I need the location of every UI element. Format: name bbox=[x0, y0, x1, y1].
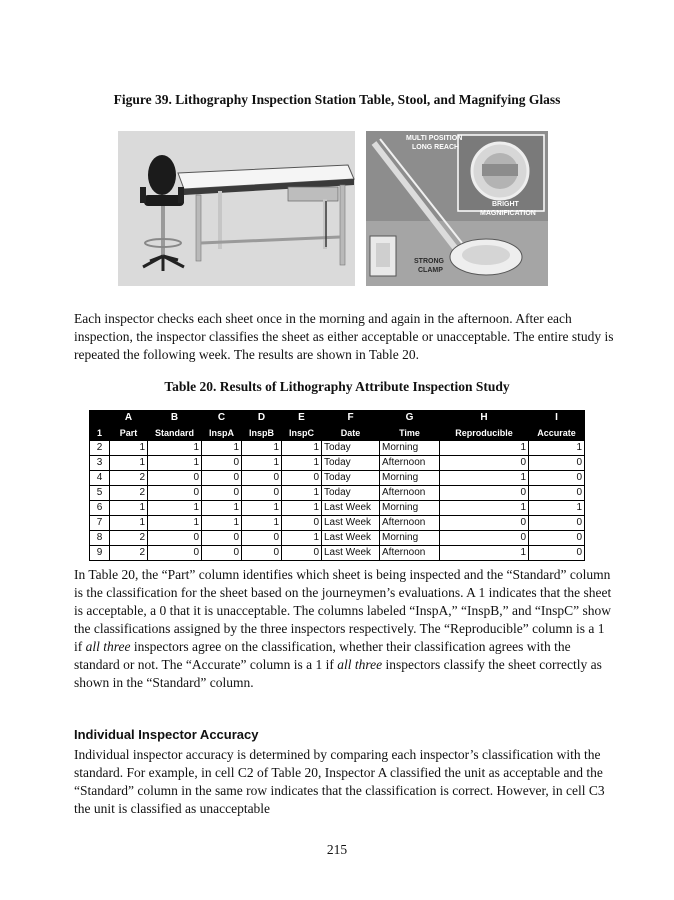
accurate-cell: 0 bbox=[529, 516, 585, 531]
inspb-cell: 0 bbox=[242, 531, 282, 546]
inspc-cell: 1 bbox=[282, 456, 322, 471]
reproducible-cell: 1 bbox=[440, 546, 529, 561]
reproducible-cell: 0 bbox=[440, 486, 529, 501]
time-cell: Morning bbox=[380, 531, 440, 546]
date-cell: Last Week bbox=[322, 531, 380, 546]
section-heading: Individual Inspector Accuracy bbox=[74, 727, 259, 742]
reproducible-cell: 1 bbox=[440, 471, 529, 486]
section-paragraph: Individual inspector accuracy is determined by comparing each inspector’s classification with the standard. For example, in cell C2 of Table 20, Inspector A classified the unit as acceptable and the “Standard” column in the same row indicates that the classification is correct. However, in cell C3 the unit is classified as unacceptable bbox=[74, 747, 605, 816]
table-row bbox=[90, 486, 585, 501]
row-number: 7 bbox=[90, 516, 110, 531]
column-letter: I bbox=[529, 411, 585, 426]
date-cell: Last Week bbox=[322, 516, 380, 531]
column-header-row bbox=[90, 426, 585, 441]
inspb-cell: 0 bbox=[242, 471, 282, 486]
reproducible-cell: 0 bbox=[440, 456, 529, 471]
date-cell: Last Week bbox=[322, 501, 380, 516]
standard-cell: 1 bbox=[148, 441, 202, 456]
long-reach-label: LONG REACH bbox=[412, 144, 460, 151]
inspb-cell: 1 bbox=[242, 456, 282, 471]
magnifying-glass-photo bbox=[366, 131, 548, 286]
inspa-cell: 1 bbox=[202, 516, 242, 531]
accurate-cell: 0 bbox=[529, 546, 585, 561]
column-letter-row bbox=[90, 411, 585, 426]
column-header: Part bbox=[110, 426, 148, 441]
part-cell: 2 bbox=[110, 531, 148, 546]
accurate-cell: 0 bbox=[529, 456, 585, 471]
row-number: 5 bbox=[90, 486, 110, 501]
column-letter: A bbox=[110, 411, 148, 426]
strong-label: STRONG bbox=[414, 258, 444, 265]
inspc-cell: 0 bbox=[282, 471, 322, 486]
standard-cell: 1 bbox=[148, 516, 202, 531]
magnification-label: MAGNIFICATION bbox=[480, 210, 536, 217]
date-cell: Today bbox=[322, 471, 380, 486]
row-number: 9 bbox=[90, 546, 110, 561]
row-number: 2 bbox=[90, 441, 110, 456]
column-letter: E bbox=[282, 411, 322, 426]
column-letter: D bbox=[242, 411, 282, 426]
table-row bbox=[90, 531, 585, 546]
column-header: Date bbox=[322, 426, 380, 441]
inspa-cell: 1 bbox=[202, 441, 242, 456]
row-number: 1 bbox=[90, 426, 110, 441]
accurate-cell: 0 bbox=[529, 531, 585, 546]
inspb-cell: 1 bbox=[242, 516, 282, 531]
inspa-cell: 0 bbox=[202, 471, 242, 486]
column-letter: G bbox=[380, 411, 440, 426]
inspc-cell: 0 bbox=[282, 516, 322, 531]
column-header: Standard bbox=[148, 426, 202, 441]
inspb-cell: 0 bbox=[242, 546, 282, 561]
corner-cell bbox=[90, 411, 110, 426]
date-cell: Today bbox=[322, 486, 380, 501]
inspc-cell: 0 bbox=[282, 546, 322, 561]
time-cell: Afternoon bbox=[380, 456, 440, 471]
column-header: InspA bbox=[202, 426, 242, 441]
date-cell: Today bbox=[322, 441, 380, 456]
table-row bbox=[90, 516, 585, 531]
column-letter: F bbox=[322, 411, 380, 426]
accurate-cell: 0 bbox=[529, 471, 585, 486]
part-cell: 2 bbox=[110, 546, 148, 561]
standard-cell: 0 bbox=[148, 471, 202, 486]
inspc-cell: 1 bbox=[282, 531, 322, 546]
inspb-cell: 1 bbox=[242, 441, 282, 456]
time-cell: Afternoon bbox=[380, 486, 440, 501]
inspa-cell: 0 bbox=[202, 546, 242, 561]
time-cell: Afternoon bbox=[380, 546, 440, 561]
results-table bbox=[89, 410, 585, 561]
table-row bbox=[90, 501, 585, 516]
row-number: 8 bbox=[90, 531, 110, 546]
emphasis-text: all three bbox=[337, 657, 383, 672]
column-header: Time bbox=[380, 426, 440, 441]
standard-cell: 0 bbox=[148, 531, 202, 546]
explanation-text: inspectors agree on the classification, whether their classification agrees with the standard or not. The “Accurate” column is a 1 if bbox=[74, 639, 571, 672]
emphasis-text: all three bbox=[85, 639, 131, 654]
inspb-cell: 0 bbox=[242, 486, 282, 501]
column-header: Accurate bbox=[529, 426, 585, 441]
accurate-cell: 1 bbox=[529, 441, 585, 456]
reproducible-cell: 0 bbox=[440, 531, 529, 546]
column-letter: B bbox=[148, 411, 202, 426]
intro-paragraph: Each inspector checks each sheet once in the morning and again in the afternoon. After each inspection, the inspector classifies the sheet as either acceptable or unacceptable. The entire study is repeated the following week. The results are shown in Table 20. bbox=[74, 311, 614, 362]
table-row bbox=[90, 546, 585, 561]
table-row bbox=[90, 456, 585, 471]
part-cell: 2 bbox=[110, 471, 148, 486]
inspb-cell: 1 bbox=[242, 501, 282, 516]
time-cell: Afternoon bbox=[380, 516, 440, 531]
page-number: 215 bbox=[326, 842, 348, 857]
figure-caption: Figure 39. Lithography Inspection Station Table, Stool, and Magnifying Glass bbox=[113, 92, 561, 107]
bright-label: BRIGHT bbox=[492, 201, 519, 208]
row-number: 3 bbox=[90, 456, 110, 471]
inspc-cell: 1 bbox=[282, 441, 322, 456]
reproducible-cell: 1 bbox=[440, 441, 529, 456]
inspa-cell: 1 bbox=[202, 501, 242, 516]
part-cell: 1 bbox=[110, 456, 148, 471]
inspa-cell: 0 bbox=[202, 456, 242, 471]
explanation-text: inspectors classify the sheet correctly as shown in the “Standard” column. bbox=[74, 657, 602, 690]
table-explanation-paragraph bbox=[74, 566, 614, 692]
standard-cell: 1 bbox=[148, 456, 202, 471]
reproducible-cell: 1 bbox=[440, 501, 529, 516]
standard-cell: 0 bbox=[148, 486, 202, 501]
table-row bbox=[90, 441, 585, 456]
inspa-cell: 0 bbox=[202, 531, 242, 546]
reproducible-cell: 0 bbox=[440, 516, 529, 531]
date-cell: Last Week bbox=[322, 546, 380, 561]
time-cell: Morning bbox=[380, 441, 440, 456]
part-cell: 1 bbox=[110, 441, 148, 456]
table-caption: Table 20. Results of Lithography Attribute Inspection Study bbox=[164, 379, 510, 394]
part-cell: 1 bbox=[110, 501, 148, 516]
row-number: 6 bbox=[90, 501, 110, 516]
accurate-cell: 0 bbox=[529, 486, 585, 501]
inspa-cell: 0 bbox=[202, 486, 242, 501]
inspc-cell: 1 bbox=[282, 501, 322, 516]
column-header: InspC bbox=[282, 426, 322, 441]
multi-position-label: MULTI POSITION bbox=[406, 135, 463, 142]
date-cell: Today bbox=[322, 456, 380, 471]
column-header: InspB bbox=[242, 426, 282, 441]
standard-cell: 1 bbox=[148, 501, 202, 516]
column-header: Reproducible bbox=[440, 426, 529, 441]
explanation-text: In Table 20, the “Part” column identifies which sheet is being inspected and the “Standard” column is the classification for the sheet based on the journeymen’s evaluations. A 1 indicates that the sheet is acceptable, a 0 that it is unacceptable. The columns labeled “InspA,” “InspB,” and “InspC” show the classifications assigned by the three inspectors respectively. The “Reproducible” column is a 1 if bbox=[74, 567, 612, 654]
part-cell: 2 bbox=[110, 486, 148, 501]
inspection-table-stool-photo bbox=[118, 131, 355, 286]
part-cell: 1 bbox=[110, 516, 148, 531]
column-letter: C bbox=[202, 411, 242, 426]
standard-cell: 0 bbox=[148, 546, 202, 561]
time-cell: Morning bbox=[380, 501, 440, 516]
clamp-label: CLAMP bbox=[418, 267, 443, 274]
time-cell: Morning bbox=[380, 471, 440, 486]
inspc-cell: 1 bbox=[282, 486, 322, 501]
accurate-cell: 1 bbox=[529, 501, 585, 516]
column-letter: H bbox=[440, 411, 529, 426]
row-number: 4 bbox=[90, 471, 110, 486]
table-row bbox=[90, 471, 585, 486]
